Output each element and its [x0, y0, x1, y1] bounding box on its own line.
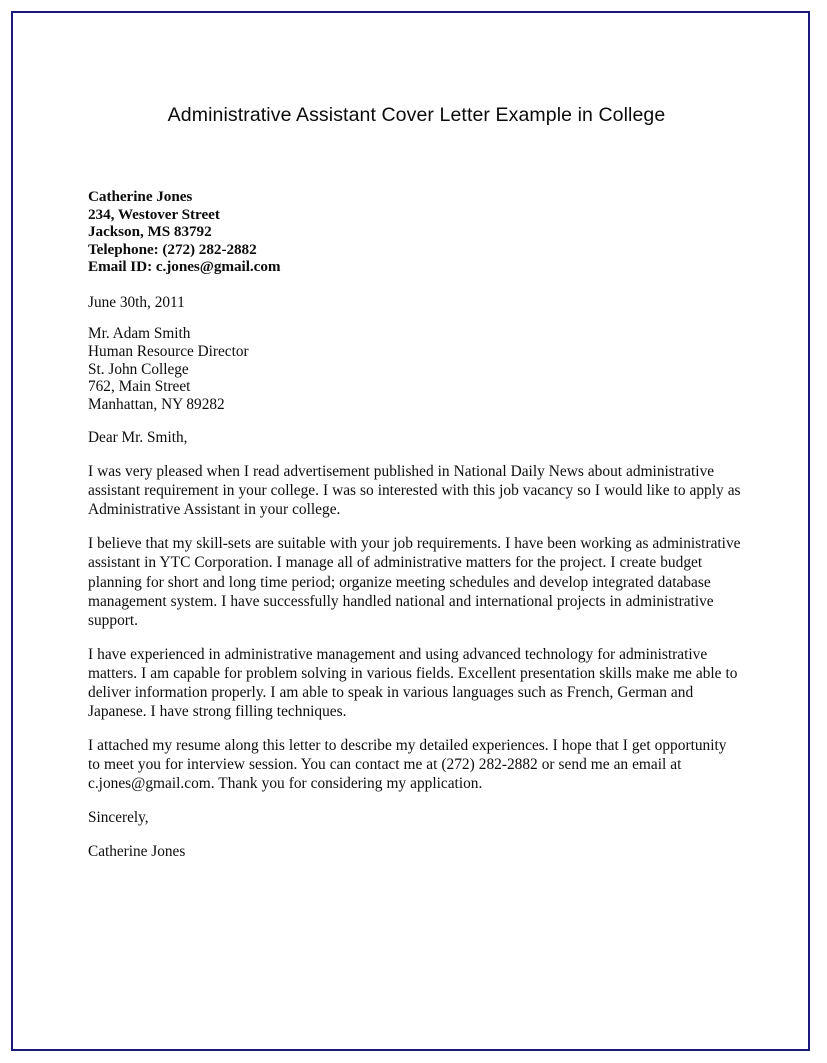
body-paragraph: I was very pleased when I read advertisement published in National Daily News about administrative assistant requirement in your college. I was so interested with this job vacancy so I would like to apply as Administrative Assistant in your college.	[88, 463, 741, 519]
closing-line: Sincerely,	[88, 809, 149, 827]
sender-street: 234, Westover Street	[88, 205, 220, 223]
sender-name: Catherine Jones	[88, 188, 193, 205]
recipient-address-block	[88, 325, 742, 413]
recipient-city-state-zip: Manhattan, NY 89282	[88, 395, 225, 413]
signature-name: Catherine Jones	[88, 843, 186, 861]
body-paragraph: I attached my resume along this letter to describe my detailed experiences. I hope that I get opportunity to meet you for interview session. You can contact me at (272) 282-2882 or send me an email at c.jones@gmail.com. Thank you for considering my application.	[88, 737, 727, 793]
recipient-name: Mr. Adam Smith	[88, 325, 191, 343]
sender-email: Email ID: c.jones@gmail.com	[88, 258, 281, 276]
recipient-organization: St. John College	[88, 360, 189, 378]
page-title: Administrative Assistant Cover Letter Example in College	[167, 104, 666, 126]
body-paragraph: I have experienced in administrative management and using advanced technology for administrative matters. I am capable for problem solving in various fields. Excellent presentation skills make me able to deliver information properly. I am able to speak in various languages such as French, German and Japanese. I have strong filling techniques.	[88, 645, 738, 721]
body-paragraph: I believe that my skill-sets are suitable with your job requirements. I have been working as administrative assistant in YTC Corporation. I manage all of administrative matters for the project. I create budget planning for short and long time period; organize meeting schedules and develop integrated database management system. I have successfully handled national and international projects in administrative support.	[88, 535, 741, 629]
salutation: Dear Mr. Smith,	[88, 429, 188, 447]
sender-city-state-zip: Jackson, MS 83792	[88, 223, 212, 241]
letter-content	[88, 188, 742, 861]
recipient-job-title: Human Resource Director	[88, 343, 249, 361]
recipient-street: 762, Main Street	[88, 378, 191, 396]
letter-date: June 30th, 2011	[88, 293, 185, 311]
document-page	[11, 11, 810, 1051]
sender-telephone: Telephone: (272) 282-2882	[88, 240, 257, 258]
sender-address-block	[88, 188, 742, 276]
